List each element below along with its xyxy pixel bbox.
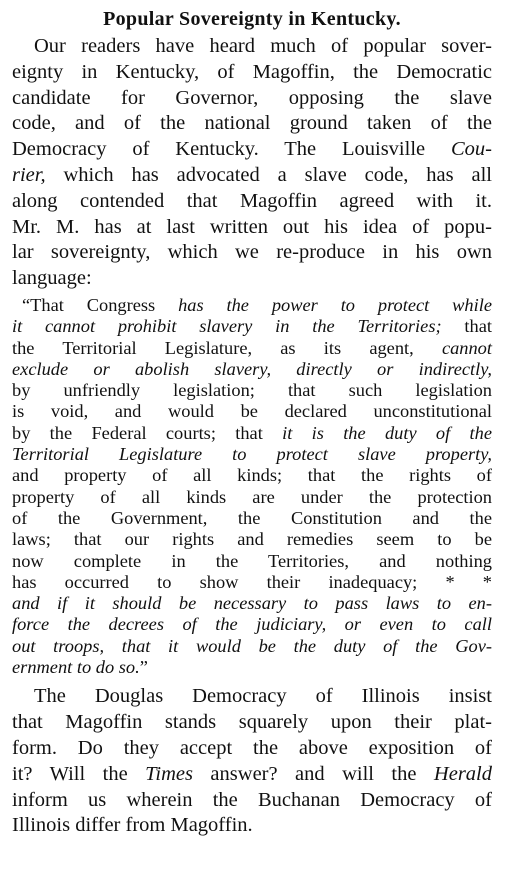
text-line: rier, which has advocated a slave code, has all (12, 163, 492, 186)
quote-line: by the Federal courts; that it is the duty of the (12, 422, 492, 443)
text-line: along contended that Magoffin agreed with it. (12, 189, 492, 212)
text-line: lar sovereignty, which we re-produce in his own (12, 241, 492, 264)
quote-line: “That Congress has the power to protect while (22, 294, 492, 315)
text-line: Illinois differ from Magoffin. (12, 814, 253, 837)
quoted-passage (12, 295, 492, 678)
quote-line: and property of all kinds; that the rights of (12, 465, 492, 486)
quote-line: and if it should be necessary to pass laws to en- (12, 593, 492, 614)
intro-paragraph (12, 34, 492, 292)
quote-line: property of all kinds are under the protection (12, 486, 492, 507)
text-line: eignty in Kentucky, of Magoffin, the Democratic (12, 60, 492, 83)
article-headline: Popular Sovereignty in Kentucky. (103, 8, 401, 30)
quote-line: has occurred to show their inadequacy; * * (12, 571, 492, 592)
quote-line: Territorial Legislature to protect slave property, (12, 444, 492, 465)
text-line: code, and of the national ground taken of the (12, 112, 492, 135)
text-line: that Magoffin stands squarely upon their plat- (12, 711, 492, 734)
quote-line: out troops, that it would be the duty of the Gov- (12, 635, 492, 656)
closing-paragraph (12, 684, 492, 839)
text-line: Our readers have heard much of popular sover- (34, 35, 492, 57)
quote-line: ernment to do so.” (12, 657, 148, 678)
text-line: it? Will the Times answer? and will the Herald (12, 762, 492, 785)
quote-line: the Territorial Legislature, as its agent, cannot (12, 337, 492, 358)
quote-line: exclude or abolish slavery, directly or indirectly, (12, 358, 492, 379)
quote-line: of the Government, the Constitution and the (12, 507, 492, 528)
text-line: candidate for Governor, opposing the slave (12, 86, 492, 109)
text-line: The Douglas Democracy of Illinois insist (34, 685, 492, 708)
text-line: Democracy of Kentucky. The Louisville Cou- (12, 138, 492, 161)
text-line: inform us wherein the Buchanan Democracy of (12, 788, 492, 811)
quote-line: by unfriendly legislation; that such legislation (12, 380, 492, 401)
quote-line: force the decrees of the judiciary, or even to call (12, 614, 492, 635)
quote-line: laws; that our rights and remedies seem to be (12, 529, 492, 550)
quote-line: it cannot prohibit slavery in the Territories; that (12, 316, 492, 337)
text-line: language: (12, 267, 92, 290)
quote-line: is void, and would be declared unconstitutional (12, 401, 492, 422)
text-line: form. Do they accept the above exposition of (12, 736, 492, 759)
text-line: Mr. M. has at last written out his idea of popu- (12, 215, 492, 238)
quote-line: now complete in the Territories, and nothing (12, 550, 492, 571)
